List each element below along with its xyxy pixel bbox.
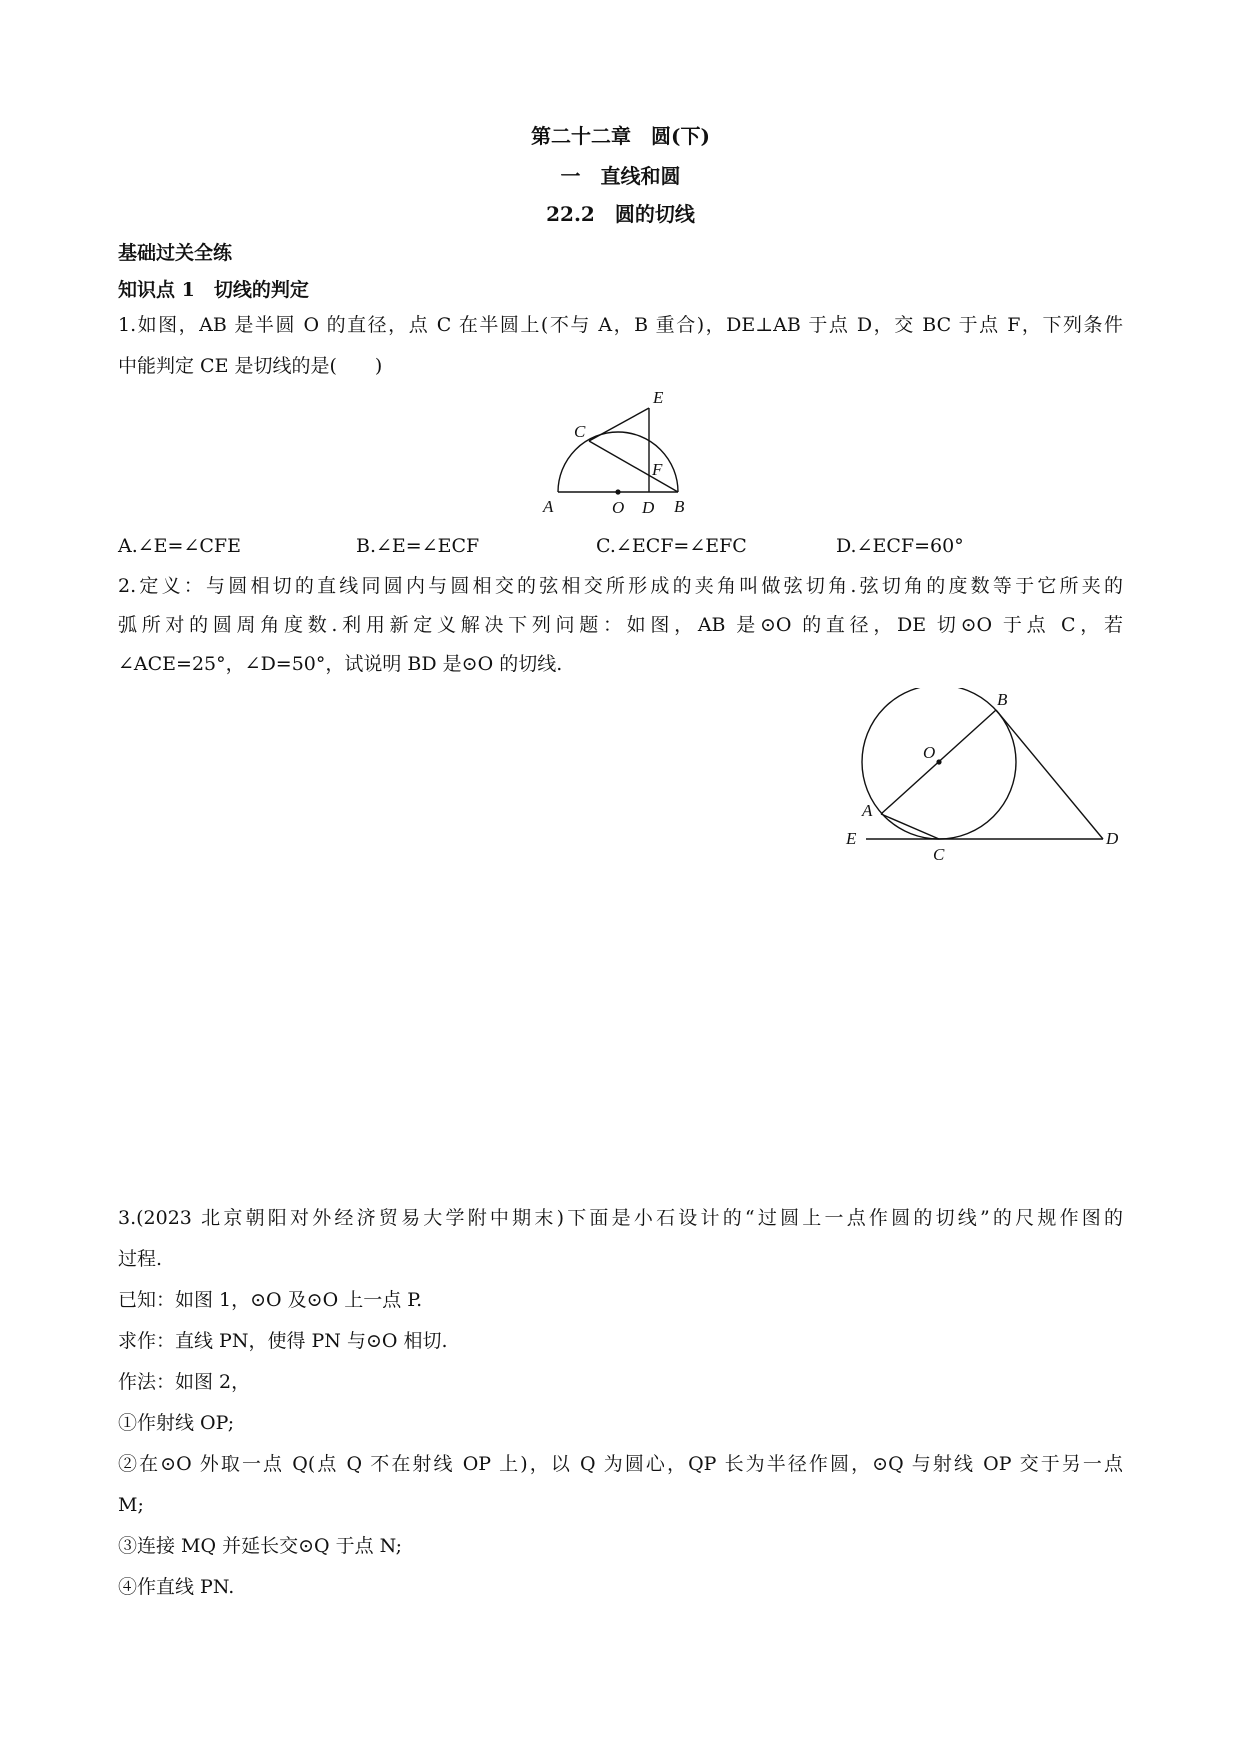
q3-method: 作法：如图 2， [118,1371,251,1393]
practice-title: 基础过关全练 [118,242,233,264]
knowledge-point-heading: 知识点 1 切线的判定 [118,279,309,301]
q1-option-c: C.∠ECF=∠EFC [596,535,747,557]
q3-required: 求作：直线 PN，使得 PN 与⊙O 相切. [118,1330,448,1352]
q2-text-line1: 2.定义：与圆相切的直线同圆内与圆相交的弦相交所形成的夹角叫做弦切角.弦切角的度数等于它所夹的 [118,575,1123,597]
q2-text-line3: ∠ACE=25°，∠D=50°，试说明 BD 是⊙O 的切线. [118,653,563,675]
q3-text-line1: 3.(2023 北京朝阳对外经济贸易大学附中期末)下面是小石设计的“过圆上一点作圆的切线”的尺规作图的 [118,1207,1123,1229]
q2-text-line2: 弧所对的圆周角度数.利用新定义解决下列问题：如图，AB 是⊙O 的直径，DE 切⊙O 于点 C，若 [118,614,1123,636]
q2-figure [838,688,1128,864]
q3-text-line2: 过程. [118,1248,163,1270]
q1-figure [540,386,710,518]
q3-step1: ①作射线 OP; [118,1412,235,1434]
q3-step2-line1: ②在⊙O 外取一点 Q(点 Q 不在射线 OP 上)，以 Q 为圆心，QP 长为半径作圆，⊙Q 与射线 OP 交于另一点 [118,1453,1123,1475]
q2-label-b: B [997,690,1008,709]
q1-label-e: E [653,388,664,407]
q3-known: 已知：如图 1，⊙O 及⊙O 上一点 P. [118,1289,423,1311]
section-title: 22.2 圆的切线 [546,202,695,226]
part-title: 一 直线和圆 [560,164,681,188]
q1-label-d: D [642,498,655,517]
q1-text-line1: 1.如图，AB 是半圆 O 的直径，点 C 在半圆上(不与 A，B 重合)，DE⊥AB 于点 D，交 BC 于点 F，下列条件 [118,314,1123,336]
q1-option-a: A.∠E=∠CFE [118,535,241,557]
q3-step4: ④作直线 PN. [118,1576,235,1598]
q1-label-a: A [543,497,554,516]
q2-label-e: E [846,829,857,848]
q1-option-b: B.∠E=∠ECF [356,535,480,557]
q1-label-c: C [574,422,586,441]
q1-label-o: O [612,498,625,517]
q2-label-o: O [923,743,936,762]
q1-option-d: D.∠ECF=60° [836,535,964,557]
q1-label-f: F [652,460,663,479]
q1-text-line2: 中能判定 CE 是切线的是( ) [118,355,383,377]
q3-step3: ③连接 MQ 并延长交⊙Q 于点 N; [118,1535,403,1557]
q3-step2-line2: M; [118,1494,144,1516]
q2-label-a: A [862,801,873,820]
q2-label-d: D [1106,829,1119,848]
q2-label-c: C [933,845,945,864]
chapter-title: 第二十二章 圆(下) [531,124,710,148]
q1-label-b: B [674,497,685,516]
